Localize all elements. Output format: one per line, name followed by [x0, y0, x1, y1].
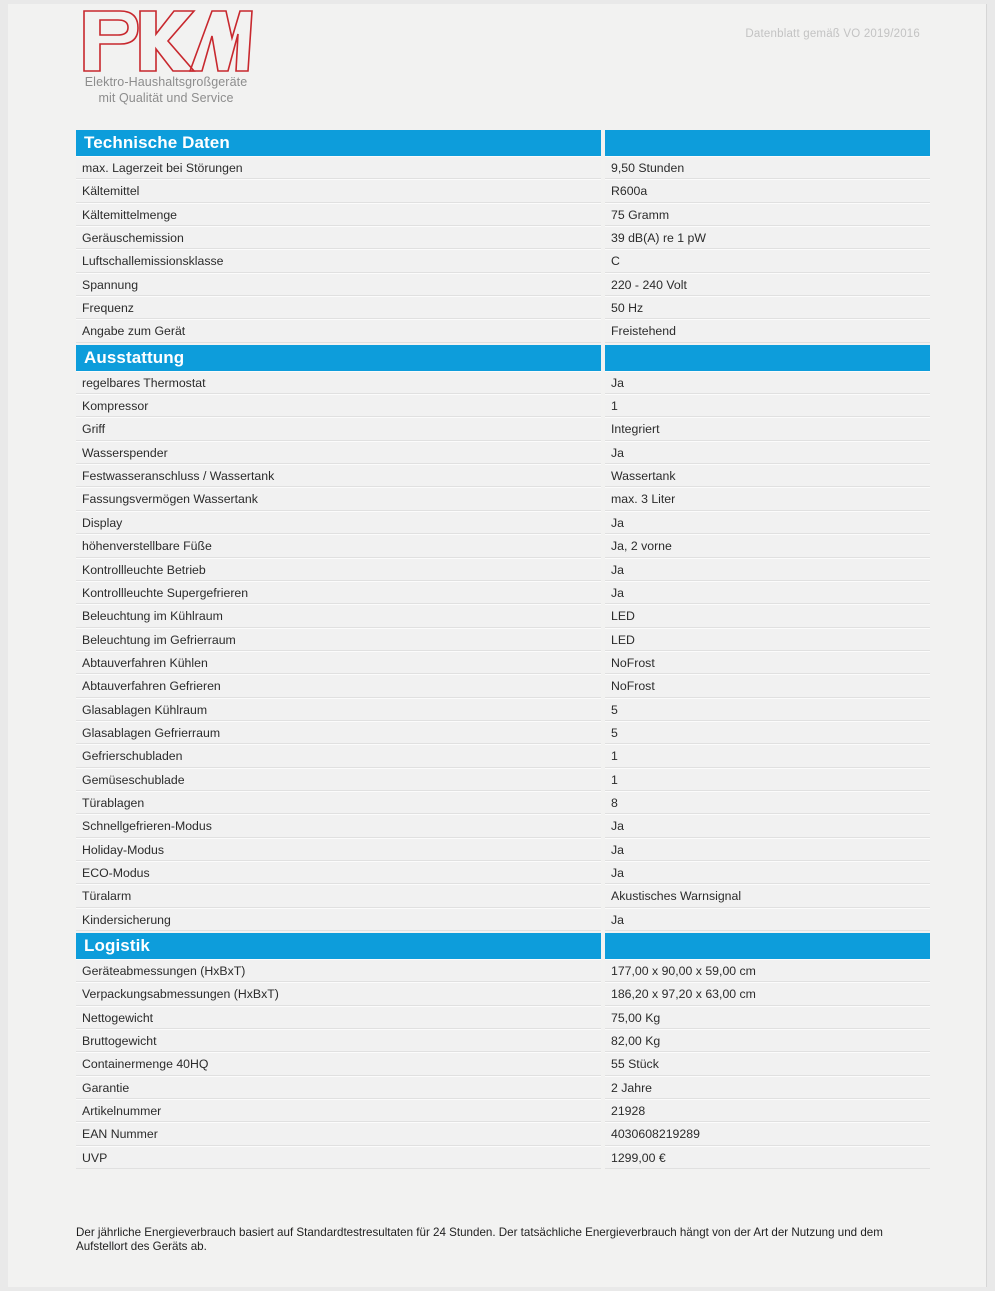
- spec-label: Schnellgefrieren-Modus: [76, 814, 601, 837]
- section-title: Technische Daten: [76, 130, 601, 156]
- table-row: [76, 581, 930, 604]
- table-row: [76, 768, 930, 791]
- table-row: [76, 511, 930, 534]
- table-row: [76, 296, 930, 319]
- spec-value: 55 Stück: [605, 1052, 930, 1075]
- table-row: [76, 884, 930, 907]
- spec-label: höhenverstellbare Füße: [76, 534, 601, 557]
- section-header-filler: [605, 345, 930, 371]
- spec-value: Freistehend: [605, 319, 930, 342]
- spec-label: Spannung: [76, 273, 601, 296]
- table-row: [76, 394, 930, 417]
- table-row: [76, 1076, 930, 1099]
- spec-label: Holiday-Modus: [76, 838, 601, 861]
- spec-value: 1299,00 €: [605, 1146, 930, 1169]
- section-header: [76, 130, 930, 156]
- spec-value: 21928: [605, 1099, 930, 1122]
- table-row: [76, 698, 930, 721]
- table-row: [76, 558, 930, 581]
- spec-label: Türalarm: [76, 884, 601, 907]
- spec-value: Wassertank: [605, 464, 930, 487]
- table-row: [76, 1052, 930, 1075]
- spec-label: max. Lagerzeit bei Störungen: [76, 156, 601, 179]
- spec-label: Gefrierschubladen: [76, 744, 601, 767]
- table-row: [76, 628, 930, 651]
- spec-value: Ja: [605, 838, 930, 861]
- table-row: [76, 203, 930, 226]
- spec-label: Kindersicherung: [76, 908, 601, 931]
- spec-label: Luftschallemissionsklasse: [76, 249, 601, 272]
- spec-value: NoFrost: [605, 674, 930, 697]
- spec-value: Ja: [605, 908, 930, 931]
- section-title: Ausstattung: [76, 345, 601, 371]
- spec-value: 4030608219289: [605, 1122, 930, 1145]
- spec-value: 9,50 Stunden: [605, 156, 930, 179]
- spec-label: Fassungsvermögen Wassertank: [76, 487, 601, 510]
- spec-value: 1: [605, 744, 930, 767]
- spec-value: max. 3 Liter: [605, 487, 930, 510]
- spec-label: Wasserspender: [76, 441, 601, 464]
- spec-value: 1: [605, 768, 930, 791]
- spec-label: Kompressor: [76, 394, 601, 417]
- spec-label: Glasablagen Gefrierraum: [76, 721, 601, 744]
- spec-label: EAN Nummer: [76, 1122, 601, 1145]
- page-header: [8, 4, 986, 122]
- spec-value: Akustisches Warnsignal: [605, 884, 930, 907]
- spec-value: LED: [605, 604, 930, 627]
- spec-label: regelbares Thermostat: [76, 371, 601, 394]
- spec-label: Artikelnummer: [76, 1099, 601, 1122]
- brand-tagline-line2: mit Qualität und Service: [98, 91, 234, 105]
- spec-label: Kältemittelmenge: [76, 203, 601, 226]
- spec-label: Garantie: [76, 1076, 601, 1099]
- spec-value: Ja: [605, 581, 930, 604]
- spec-value: 177,00 x 90,00 x 59,00 cm: [605, 959, 930, 982]
- section-title: Logistik: [76, 933, 601, 959]
- spec-label: Abtauverfahren Kühlen: [76, 651, 601, 674]
- spec-label: Bruttogewicht: [76, 1029, 601, 1052]
- table-row: [76, 371, 930, 394]
- spec-label: Nettogewicht: [76, 1006, 601, 1029]
- table-row: [76, 226, 930, 249]
- spec-label: Türablagen: [76, 791, 601, 814]
- energy-consumption-footnote: Der jährliche Energieverbrauch basiert auf Standardtestresultaten für 24 Stunden. Der tatsächliche Energieverbrauch hängt von der Art der Nutzung und dem Aufstellort des Geräts ab.: [76, 1226, 883, 1253]
- table-row: [76, 179, 930, 202]
- spec-label: Festwasseranschluss / Wassertank: [76, 464, 601, 487]
- spec-value: 82,00 Kg: [605, 1029, 930, 1052]
- table-row: [76, 651, 930, 674]
- table-row: [76, 861, 930, 884]
- spec-label: Abtauverfahren Gefrieren: [76, 674, 601, 697]
- spec-label: Display: [76, 511, 601, 534]
- spec-label: Frequenz: [76, 296, 601, 319]
- spec-value: 5: [605, 721, 930, 744]
- spec-value: LED: [605, 628, 930, 651]
- section-header: [76, 345, 930, 371]
- spec-value: 75,00 Kg: [605, 1006, 930, 1029]
- table-row: [76, 534, 930, 557]
- spec-label: Beleuchtung im Kühlraum: [76, 604, 601, 627]
- spec-value: NoFrost: [605, 651, 930, 674]
- table-row: [76, 959, 930, 982]
- table-row: [76, 908, 930, 931]
- spec-value: 39 dB(A) re 1 pW: [605, 226, 930, 249]
- spec-label: Glasablagen Kühlraum: [76, 698, 601, 721]
- table-row: [76, 249, 930, 272]
- spec-label: Beleuchtung im Gefrierraum: [76, 628, 601, 651]
- table-row: [76, 487, 930, 510]
- section-header: [76, 933, 930, 959]
- spec-value: 1: [605, 394, 930, 417]
- spec-label: Kältemittel: [76, 179, 601, 202]
- spec-value: Ja: [605, 441, 930, 464]
- spec-value: C: [605, 249, 930, 272]
- table-row: [76, 417, 930, 440]
- spec-value: 2 Jahre: [605, 1076, 930, 1099]
- specifications-table: [76, 130, 930, 1169]
- datasheet-page: [8, 4, 987, 1287]
- table-row: [76, 1122, 930, 1145]
- section-header-filler: [605, 933, 930, 959]
- spec-label: Verpackungsabmessungen (HxBxT): [76, 982, 601, 1005]
- spec-label: UVP: [76, 1146, 601, 1169]
- pkm-logo-icon: [78, 8, 254, 74]
- spec-label: Kontrollleuchte Supergefrieren: [76, 581, 601, 604]
- table-row: [76, 319, 930, 342]
- table-row: [76, 604, 930, 627]
- table-row: [76, 156, 930, 179]
- table-row: [76, 674, 930, 697]
- spec-label: ECO-Modus: [76, 861, 601, 884]
- table-row: [76, 1006, 930, 1029]
- spec-value: 5: [605, 698, 930, 721]
- spec-label: Angabe zum Gerät: [76, 319, 601, 342]
- spec-label: Kontrollleuchte Betrieb: [76, 558, 601, 581]
- spec-value: 186,20 x 97,20 x 63,00 cm: [605, 982, 930, 1005]
- spec-value: Ja, 2 vorne: [605, 534, 930, 557]
- spec-label: Containermenge 40HQ: [76, 1052, 601, 1075]
- brand-logo: [66, 8, 266, 106]
- table-row: [76, 273, 930, 296]
- table-row: [76, 721, 930, 744]
- table-row: [76, 838, 930, 861]
- table-row: [76, 464, 930, 487]
- brand-tagline-line1: Elektro-Haushaltsgroßgeräte: [84, 75, 248, 89]
- table-row: [76, 1146, 930, 1169]
- spec-value: Integriert: [605, 417, 930, 440]
- spec-value: Ja: [605, 511, 930, 534]
- section-header-filler: [605, 130, 930, 156]
- table-row: [76, 1099, 930, 1122]
- spec-label: Geräuschemission: [76, 226, 601, 249]
- spec-value: 220 - 240 Volt: [605, 273, 930, 296]
- spec-label: Griff: [76, 417, 601, 440]
- table-row: [76, 814, 930, 837]
- spec-value: Ja: [605, 861, 930, 884]
- table-row: [76, 1029, 930, 1052]
- spec-value: Ja: [605, 814, 930, 837]
- spec-value: R600a: [605, 179, 930, 202]
- spec-label: Gemüseschublade: [76, 768, 601, 791]
- spec-value: Ja: [605, 371, 930, 394]
- spec-value: Ja: [605, 558, 930, 581]
- document-regulation-note: Datenblatt gemäß VO 2019/2016: [745, 28, 920, 40]
- table-row: [76, 791, 930, 814]
- table-row: [76, 982, 930, 1005]
- table-row: [76, 441, 930, 464]
- spec-label: Geräteabmessungen (HxBxT): [76, 959, 601, 982]
- table-row: [76, 744, 930, 767]
- spec-value: 50 Hz: [605, 296, 930, 319]
- spec-value: 8: [605, 791, 930, 814]
- spec-value: 75 Gramm: [605, 203, 930, 226]
